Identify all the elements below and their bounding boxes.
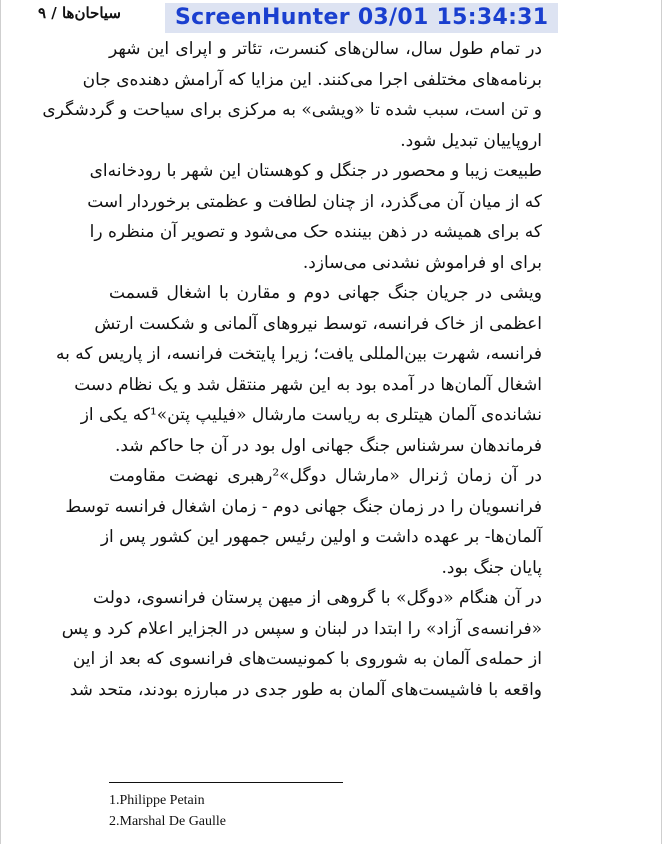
paragraph [65,461,542,583]
text-line: اشغال آلمان‌ها در آمده بود به این شهر منتقل شد و یک نظام دست [74,374,542,395]
paragraph [61,583,542,705]
text-line: طبیعت زیبا و محصور در جنگل و کوهستان این شهر با رودخانه‌ای [89,161,542,181]
text-line: فرماندهان سرشناس جنگ جهانی اول بود در آن جا حاکم شد. [114,435,542,456]
text-line: اروپاییان تبدیل شود. [400,130,542,151]
text-line: از حمله‌ی آلمان به شوروی با کمونیست‌های فرانسوی که بعد از این [72,649,542,669]
text-line: برای او فراموش نشدنی می‌سازد. [302,252,542,273]
text-line: واقعه با فاشیست‌های آلمان به طور جدی در مبارزه بودند، متحد شد [69,679,542,700]
footnote-divider [109,782,343,783]
screenhunter-timestamp-overlay: ScreenHunter 03/01 15:34:31 [165,3,558,33]
footnote-2: 2.Marshal De Gaulle [109,814,227,829]
text-line: در تمام طول سال، سالن‌های کنسرت، تئاتر و اپرای این شهر [109,39,542,59]
text-line: آلمان‌ها- بر عهده داشت و اولین رئیس جمهور این کشور پس از [100,527,542,547]
text-line: «فرانسه‌ی آزاد» را ابتدا در لبنان و سپس در الجزایر اعلام کرد و پس [61,618,542,639]
text-line: اعظمی از خاک فرانسه، توسط نیروهای آلمانی و شکست ارتش [94,313,542,334]
paragraph [87,156,542,278]
text-line: و تن است، سبب شده تا «ویشی» به مرکزی برای سیاحت و گردشگری [42,100,542,120]
text-line: فرانسویان را در زمان جنگ جهانی دوم - زمان اشغال فرانسه توسط [65,496,542,517]
text-line: پایان جنگ بود. [441,557,542,578]
text-line: که برای همیشه در ذهن بیننده حک می‌شود و تصویر آن منظره را [89,222,542,242]
text-line: در آن هنگام «دوگل» با گروهی از میهن پرستان فرانسوی، دولت [93,588,542,608]
text-line: ویشی در جریان جنگ جهانی دوم و مقارن با اشغال قسمت [109,283,542,303]
paragraph [55,278,542,461]
text-line: برنامه‌های مختلفی اجرا می‌کنند. این مزایا که آرامش دهنده‌ی جان [82,69,542,90]
text-line: فرانسه، شهرت بین‌المللی یافت؛ زیرا پایتخت فرانسه، از پاریس که به [55,344,542,364]
body-text [42,34,542,705]
text-line: در آن زمان ژنرال «مارشال دوگل»²رهبری نهضت مقاومت [109,466,542,486]
text-line: نشانده‌ی آلمان هیتلری به ریاست مارشال «فیلیپ پتن»¹که یکی از [80,405,542,425]
running-header: سیاحان‌ها / ۹ [38,4,121,22]
text-line: که از میان آن می‌گذرد، از چنان لطافت و عظمتی برخوردار است [87,191,542,212]
footnote-1: 1.Philippe Petain [109,793,205,808]
paragraph [42,34,542,156]
footnotes [109,790,409,832]
